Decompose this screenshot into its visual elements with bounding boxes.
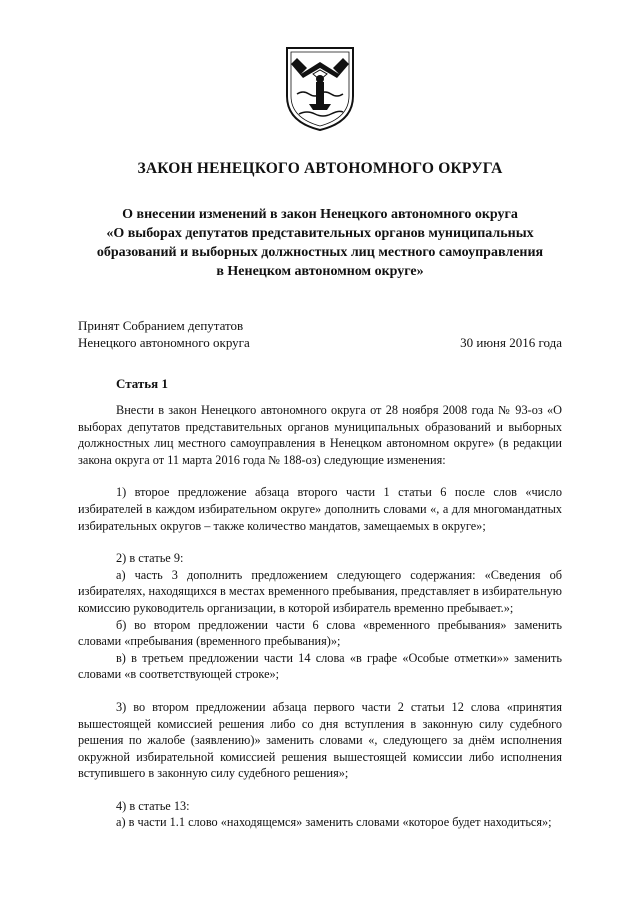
body-paragraph: а) часть 3 дополнить предложением следующего содержания: «Сведения об избирателях, находящихся в местах временного пребывания, представляет в избирательную комиссию руководитель организации, в которой избиратель временно пребывает.»; [78,567,562,615]
subtitle-line: О внесении изменений в закон Ненецкого автономного округа [122,207,518,222]
adoption-date: 30 июня 2016 года [460,335,562,350]
body-paragraph: а) в части 1.1 слово «находящемся» заменить словами «которое будет находиться»; [116,815,552,830]
body-paragraph: Внести в закон Ненецкого автономного округа от 28 ноября 2008 года № 93-оз «О выборах депутатов представительных органов муниципальных образований и выборных должностных лиц местного самоуправления в Ненецком автономном округе» (в редакции закона округа от 11 марта 2016 года № 188-оз) следующие изменения: [78,403,562,467]
adoption-statement [78,317,250,351]
document-subtitle [60,205,580,281]
article-heading: Статья 1 [116,376,168,391]
subtitle-line: в Ненецком автономном округе» [216,264,424,279]
document-body [78,402,562,831]
nenets-coat-of-arms-icon [283,44,357,132]
body-paragraph: 3) во втором предложении абзаца первого части 2 статьи 12 слова «принятия вышестоящей комиссией решения либо со дня вступления в законную силу судебного решения по жалобе (заявлению)» заменить словами «, следующего за днём исполнения окружной избирательной комиссией решения вышестоящей комиссии либо исполнения вступившего в законную силу судебного решения»; [78,699,562,781]
body-paragraph: 2) в статье 9: [116,551,184,566]
adoption-line: Принят Собранием депутатов [78,318,244,333]
subtitle-line: «О выборах депутатов представительных органов муниципальных [106,226,534,241]
subtitle-line: образований и выборных должностных лиц местного самоуправления [96,245,544,260]
body-paragraph: б) во втором предложении части 6 слова «временного пребывания» заменить словами «пребывания (временного пребывания)»; [78,617,562,649]
body-paragraph: 4) в статье 13: [116,798,190,813]
body-paragraph: в) в третьем предложении части 14 слова «в графе «Особые отметки»» заменить словами «в соответствующей строке»; [78,650,562,682]
adoption-line: Ненецкого автономного округа [78,335,250,350]
body-paragraph: 1) второе предложение абзаца второго части 1 статьи 6 после слов «число избирателей в каждом избирательном округе» дополнить словами «, а для многомандатных избирательных округов – также количество мандатов, замещаемых в округе»; [78,485,562,533]
document-title: ЗАКОН НЕНЕЦКОГО АВТОНОМНОГО ОКРУГА [137,160,503,177]
